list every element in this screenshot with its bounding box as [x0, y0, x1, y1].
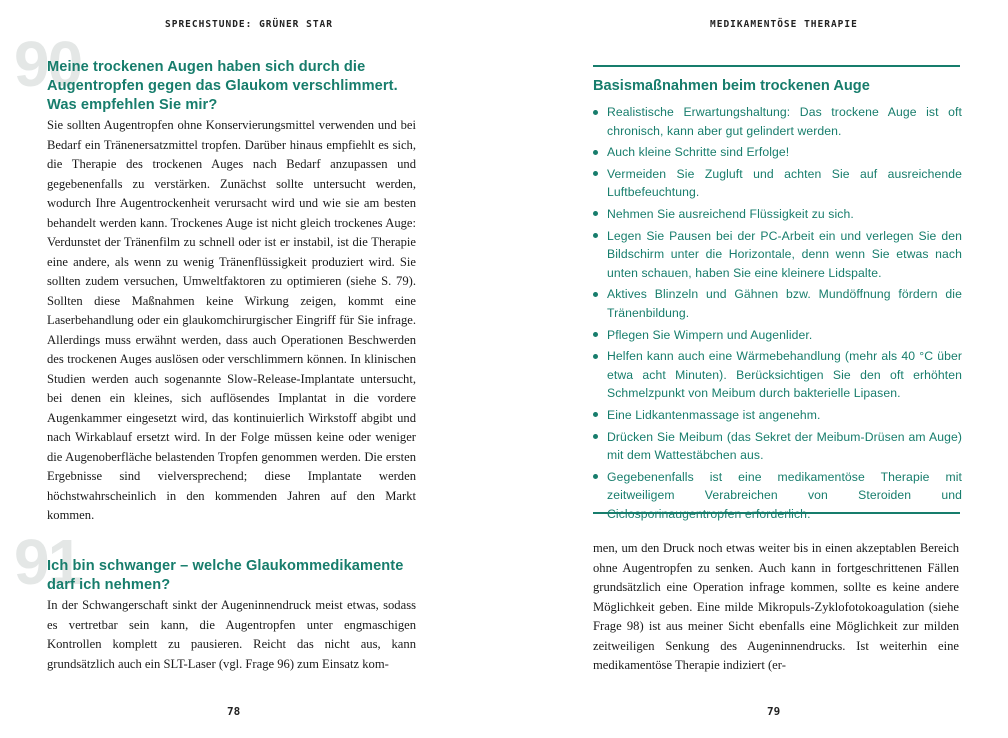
bullet-icon	[593, 354, 598, 359]
continuation-paragraph: men, um den Druck noch etwas weiter bis in einen akzeptablen Bereich ohne Augentropfen zu senken. Auch kann in fortgeschrittenen Fällen grundsätzlich eine Operation infrage kommen, sollte es keine andere Möglichkeit geben. Eine milde Mikropuls-Zyklofotokoagulation (siehe Frage 98) ist aus meiner Sicht ebenfalls eine Möglichkeit zur milden zeitweiligen Senkung des Augeninnendrucks. Ist weiterhin eine medikamentöse Therapie indiziert (er-	[593, 541, 959, 672]
list-item-text: Helfen kann auch eine Wärmebehandlung (mehr als 40 °C über etwa acht Minuten). Berücksichtigen Sie den oft erhöhten Schmelzpunkt von Meibum durch bakterielle Lipasen.	[607, 349, 962, 401]
bullet-icon	[593, 171, 598, 176]
box-title: Basismaßnahmen beim trockenen Auge	[593, 78, 870, 94]
page-number-left: 78	[227, 705, 241, 718]
question-91-answer	[47, 596, 416, 674]
list-item	[593, 227, 962, 283]
list-item	[593, 143, 962, 162]
question-number-91: 91	[14, 526, 82, 598]
box-top-rule	[593, 65, 960, 67]
list-item	[593, 326, 962, 345]
bullet-icon	[593, 150, 598, 155]
answer-90-paragraph: Sie sollten Augentropfen ohne Konservierungsmittel verwenden und bei Bedarf ein Tränenersatzmittel tropfen. Darüber hinaus empfiehlt es sich, die Therapie des trockenen Auges nach Bedarf anzupassen und gegebenenfalls zu verstärken. Zunächst sollte untersucht werden, wodurch Ihre Augentrockenheit verursacht wird und wie sie am besten behandelt werden kann. Trockenes Auge ist nicht gleich trockenes Auge: Verdunstet der Tränenfilm zu schnell oder ist er instabil, ist die Therapie eine andere, als wenn zu wenig Tränenflüssigkeit produziert wird. Sie sollten zudem versuchen, Umweltfaktoren zu optimieren (siehe S. 79). Sollten diese Maßnahmen keine Wirkung zeigen, kommt eine Laserbehandlung oder ein glaukomchirurgischer Eingriff für Sie infrage. Allerdings muss erwähnt werden, dass auch Operationen Beschwerden des trockenen Auges auslösen oder verschlimmern können. In klinischen Studien werden auch sogenannte Slow-Release-Implantate untersucht, bei denen ein kleines, sich auflösendes Implantat in die vordere Augenkammer eingesetzt wird, das kontinuierlich Wirkstoff abgibt und nach Wirkablauf ersetzt wird. In der Folge müssen keine oder weniger die Augenoberfläche belastenden Tropfen genommen werden. Die ersten Ergebnisse sind vielversprechend; diese Implantate werden höchstwahrscheinlich in den kommenden Jahren auf den Markt kommen.	[47, 118, 416, 522]
list-item	[593, 205, 962, 224]
bullet-icon	[593, 434, 598, 439]
answer-91-paragraph: In der Schwangerschaft sinkt der Augeninnendruck meist etwas, sodass es vertretbar sein kann, die Augentropfen unter engmaschigen Kontrollen komplett zu pausieren. Reicht das nicht aus, kann grundsätzlich auch ein SLT-Laser (vgl. Frage 96) zum Einsatz kom-	[47, 598, 416, 671]
bullet-icon	[593, 474, 598, 479]
list-item	[593, 347, 962, 403]
list-item-text: Gegebenenfalls ist eine medikamentöse Therapie mit zeitweiligem Verabreichen von Steroiden und	[607, 469, 962, 503]
list-item-text: Realistische Erwartungshaltung: Das trockene Auge ist oft chronisch, kann aber gut gelindert werden.	[607, 105, 962, 138]
list-item	[593, 406, 962, 425]
bullet-icon	[593, 211, 598, 216]
list-item	[593, 468, 962, 524]
box-bottom-rule	[593, 512, 960, 514]
running-head-right: MEDIKAMENTÖSE THERAPIE	[710, 19, 858, 30]
list-item-text: Eine Lidkantenmassage ist angenehm.	[607, 407, 821, 422]
continuation-text	[593, 539, 959, 676]
list-item-text: Nehmen Sie ausreichend Flüssigkeit zu sich.	[607, 206, 854, 221]
list-item-text: Legen Sie Pausen bei der PC-Arbeit ein und verlegen Sie den Bildschirm unter die Horizontale, denn wenn Sie etwas nach unten schauen, haben Sie eine kleinere Lidspalte.	[607, 228, 962, 280]
bullet-icon	[593, 233, 598, 238]
question-91-title: Ich bin schwanger – welche Glaukommedikamente darf ich nehmen?	[47, 558, 404, 593]
bullet-icon	[593, 110, 598, 115]
list-item	[593, 165, 962, 202]
question-90-answer	[47, 116, 416, 526]
question-number-90: 90	[14, 28, 82, 100]
question-90-title: Meine trockenen Augen haben sich durch die Augentropfen gegen das Glaukom verschlimmert. Was empfehlen Sie mir?	[47, 59, 398, 113]
list-item-text: Drücken Sie Meibum (das Sekret der Meibum-Drüsen am Auge) mit dem Wattestäbchen aus.	[607, 429, 962, 463]
list-item-text: Auch kleine Schritte sind Erfolge!	[607, 145, 790, 160]
right-page	[504, 0, 1008, 738]
bullet-icon	[593, 292, 598, 297]
bullet-icon	[593, 332, 598, 337]
list-item	[593, 285, 962, 322]
list-item-text: Aktives Blinzeln und Gähnen bzw. Mundöffnung fördern die Tränenbildung.	[607, 287, 962, 320]
list-item	[593, 428, 962, 465]
tips-list	[593, 103, 962, 526]
list-item-text: Pflegen Sie Wimpern und Augenlider.	[607, 327, 813, 342]
list-item-text: Vermeiden Sie Zugluft und achten Sie auf ausreichende Luftbefeuchtung.	[607, 166, 962, 200]
running-head-left: SPRECHSTUNDE: GRÜNER STAR	[165, 19, 333, 30]
page-number-right: 79	[767, 705, 781, 718]
list-item	[593, 103, 962, 140]
bullet-icon	[593, 412, 598, 417]
